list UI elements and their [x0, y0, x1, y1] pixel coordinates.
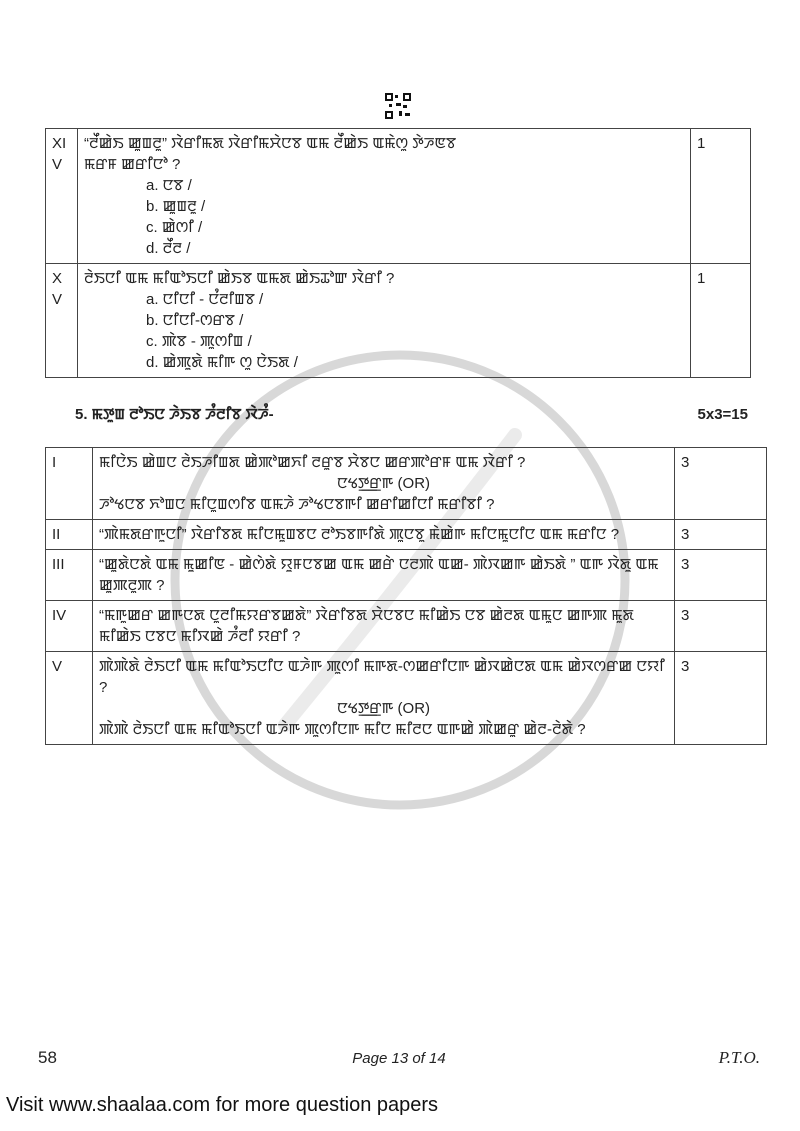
- table-row: [46, 448, 767, 520]
- question-line: ꯄꯥꯄꯥꯗꯥ ꯂꯥꯏꯅꯤ ꯑꯃ ꯃꯤꯑꯣꯏꯅꯤꯅ ꯑꯍꯥꯒ ꯄꯨꯁꯤ ꯃꯒꯗ-ꯁꯀꯔꯤꯅꯒ ꯀꯥꯋꯀꯥꯅꯗ ꯑꯃ ꯀꯥꯋꯁꯔꯀ ꯅꯌꯤ ?: [99, 658, 665, 696]
- option-b: b. ꯀꯨꯡꯂꯨ /: [146, 198, 206, 215]
- option-a: a. ꯅꯕ /: [146, 177, 192, 194]
- option-c: c. ꯀꯥꯁꯤ /: [146, 219, 203, 236]
- question-text: [78, 264, 691, 378]
- question-marks: 3: [675, 652, 767, 745]
- pto-label: P.T.O.: [718, 1048, 760, 1067]
- table-row: [46, 129, 751, 264]
- question-text: “ꯄꯥꯃꯗꯔꯒꯨꯅꯤ” ꯋꯥꯔꯤꯕꯗ ꯃꯤꯅꯃꯨꯡꯕꯅ ꯂꯣꯏꯕꯒꯤꯗꯥ ꯄꯨꯅꯕꯨ ꯃꯥꯀꯥꯒ ꯃꯤꯅꯃꯨꯅꯤꯅ ꯑꯃ ꯃꯔꯤꯅ ?: [93, 520, 675, 550]
- question-number: IV: [46, 601, 93, 652]
- question-number: V: [46, 652, 93, 745]
- page-number: Page 13 of 14: [352, 1050, 446, 1067]
- question-number: I: [46, 448, 93, 520]
- question-number: XIV: [46, 129, 78, 264]
- alternate-question: ꯄꯥꯄꯥ ꯂꯥꯏꯅꯤ ꯑꯃ ꯃꯤꯑꯣꯏꯅꯤ ꯑꯍꯥꯒ ꯄꯨꯁꯤꯅꯒ ꯃꯤꯅ ꯃꯤꯂꯅ ꯑꯒꯀꯥ ꯄꯥꯀꯔꯨ ꯀꯥꯂ-ꯂꯥꯗꯥ ?: [99, 721, 586, 738]
- question-marks: 1: [691, 264, 751, 378]
- option-c: c. ꯄꯥꯕ - ꯄꯨꯁꯤꯡ /: [146, 333, 252, 350]
- table-row: [46, 601, 767, 652]
- option-a: a. ꯅꯤꯅꯤ - ꯅꯪꯂꯤꯡꯕ /: [146, 291, 264, 308]
- table-row: [46, 264, 751, 378]
- table-row: [46, 652, 767, 745]
- or-label: ꯅꯠꯇ꯭ꯔꯒ (OR): [336, 475, 431, 492]
- questions-table-a: [45, 128, 751, 378]
- table-row: [46, 520, 767, 550]
- option-b: b. ꯅꯤꯅꯤ-ꯁꯔꯕ /: [146, 312, 244, 329]
- table-row: [46, 550, 767, 601]
- section-heading-row: [0, 404, 800, 425]
- question-line: ꯂꯥꯏꯅꯤ ꯑꯃ ꯃꯤꯑꯣꯏꯅꯤ ꯀꯥꯏꯕ ꯑꯃꯗ ꯀꯥꯏꯊꯣꯛ ꯋꯥꯔꯤ ?: [84, 270, 395, 287]
- visit-link[interactable]: Visit www.shaalaa.com for more question papers: [6, 1094, 439, 1116]
- question-line: ꯃꯤꯅꯥꯏ ꯀꯥꯡꯅ ꯂꯥꯏꯍꯤꯡꯗ ꯀꯥꯄꯣꯀꯈꯤ ꯂꯔꯨꯕ ꯆꯥꯕꯅ ꯀꯔꯄꯣꯔꯝ ꯑꯃ ꯋꯥꯔꯤ ?: [99, 454, 526, 471]
- qr-code-icon: [385, 93, 411, 119]
- question-marks: 3: [675, 520, 767, 550]
- section-heading: 5. ꯃꯇꯨꯡ ꯂꯣꯏꯅ ꯍꯥꯏꯕ ꯍꯪꯂꯤꯕ ꯋꯥꯍꯪ-: [75, 406, 274, 423]
- section-marks-total: 5x3=15: [697, 406, 748, 423]
- question-marks: 3: [675, 601, 767, 652]
- question-marks: 1: [691, 129, 751, 264]
- question-number: XV: [46, 264, 78, 378]
- page-code: 58: [38, 1048, 57, 1067]
- alternate-question: ꯍꯣꯠꯅꯕ ꯈꯣꯡꯅ ꯃꯤꯅꯨꯡꯁꯤꯕ ꯑꯃꯍꯥ ꯍꯣꯠꯅꯕꯒꯤ ꯀꯔꯤꯀꯤꯅꯤ ꯃꯔꯤꯕꯤ ?: [99, 496, 495, 513]
- question-text: “ꯃꯒꯨꯀꯔ ꯀꯒꯅꯗ ꯅꯨꯂꯤꯃꯌꯔꯕꯀꯗꯥ” ꯋꯥꯔꯤꯕꯗ ꯆꯥꯅꯕꯅ ꯃꯤꯀꯥꯏ ꯅꯕ ꯀꯥꯂꯗ ꯑꯃꯨꯅ ꯀꯒꯄ ꯃꯨꯗ ꯃꯤꯀꯥꯏ ꯅꯕꯅ ꯃꯤꯋꯀꯥ ꯍꯪꯂꯤ ꯌꯔꯤ ?: [93, 601, 675, 652]
- option-d: d. ꯂꯩꯂ /: [146, 240, 191, 257]
- question-text: [78, 129, 691, 264]
- option-d: d. ꯀꯥꯄꯨꯗꯥ ꯃꯤꯒ ꯁꯨ ꯅꯥꯏꯗ /: [146, 354, 298, 371]
- question-number: II: [46, 520, 93, 550]
- questions-table-5: [45, 447, 767, 745]
- question-text: [93, 652, 675, 745]
- question-marks: 3: [675, 550, 767, 601]
- question-text: [93, 448, 675, 520]
- page-footer: [0, 1048, 800, 1068]
- question-line: “ꯂꯩꯀꯥꯏ ꯀꯨꯡꯂꯨ” ꯋꯥꯔꯤꯃꯗ ꯋꯥꯔꯤꯃꯆꯥꯅꯕ ꯑꯃ ꯂꯩꯀꯥꯏ ꯑꯃꯥꯁꯨ ꯇꯥꯍꯟꯕ: [84, 135, 457, 152]
- question-number: III: [46, 550, 93, 601]
- question-marks: 3: [675, 448, 767, 520]
- question-text: “ꯀꯨꯗꯥꯅꯗꯥ ꯑꯃ ꯃꯨꯀꯤꯟ - ꯀꯥꯁꯥꯗꯥ ꯌꯨꯝꯅꯕꯀ ꯑꯃ ꯀꯔꯥ ꯅꯂꯄꯥ ꯑꯀ- ꯄꯥꯋꯀꯒ ꯀꯥꯏꯗꯥ ” ꯑꯒ ꯋꯥꯗꯨ ꯑꯃ ꯀꯨꯄꯂꯨꯄ ?: [93, 550, 675, 601]
- spacer: [0, 745, 800, 1048]
- question-line: ꯃꯔꯝ ꯀꯔꯤꯅꯣ ?: [84, 156, 181, 173]
- or-label: ꯅꯠꯇ꯭ꯔꯒ (OR): [336, 700, 431, 717]
